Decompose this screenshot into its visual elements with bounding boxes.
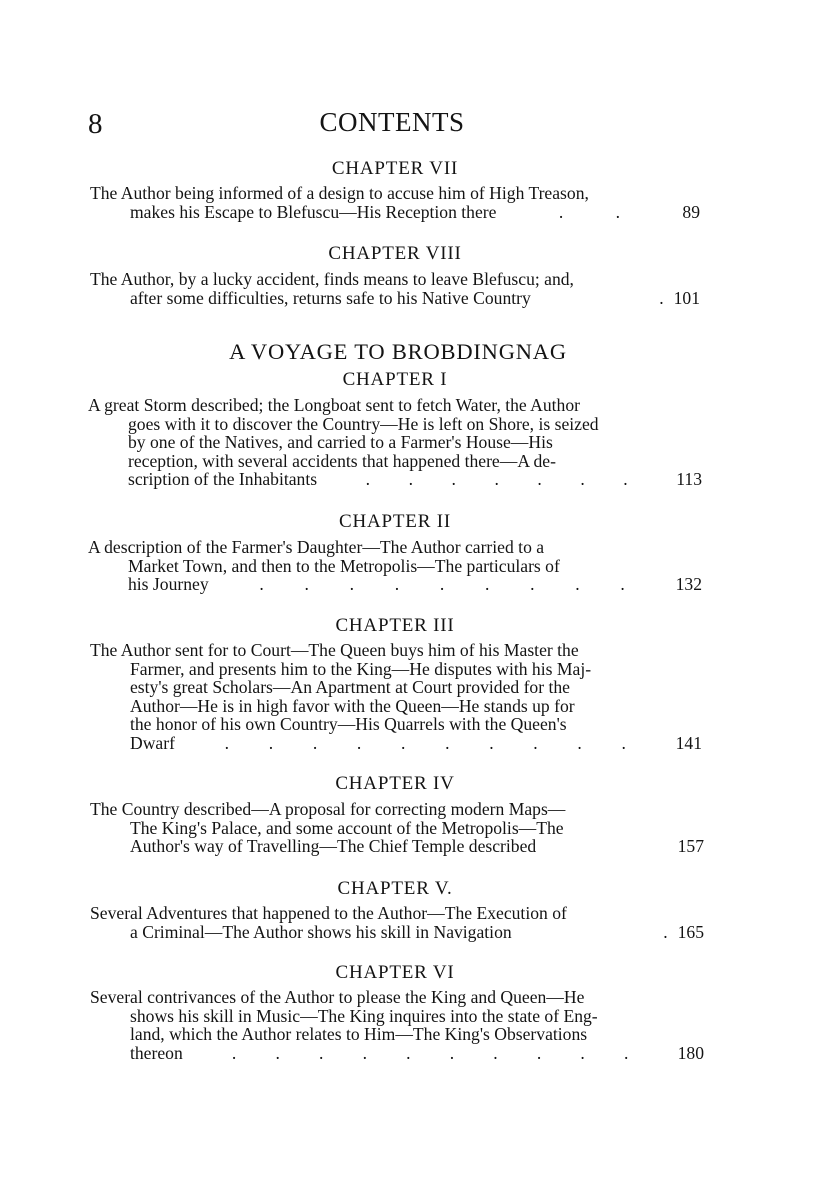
entry-line bbox=[88, 470, 702, 489]
leader-dot: . bbox=[445, 733, 450, 753]
entry-line bbox=[90, 988, 704, 1007]
entry-text: The King's Palace, and some account of the Metropolis—The bbox=[130, 817, 564, 838]
leader-dot: . bbox=[231, 1043, 237, 1063]
entry-text: Farmer, and presents him to the King—He disputes with his Maj- bbox=[130, 658, 592, 679]
leader-dot: . bbox=[356, 733, 362, 753]
entry-line bbox=[90, 678, 702, 697]
leader-dot: . bbox=[362, 1043, 368, 1063]
voyage-title: A VOYAGE TO BROBDINGNAG bbox=[229, 339, 567, 364]
entry-text: goes with it to discover the Country—He is left on Shore, is seized bbox=[128, 413, 599, 434]
page-number: 8 bbox=[88, 108, 103, 140]
entry-text: shows his skill in Music—The King inquires into the state of Eng- bbox=[130, 1005, 598, 1026]
entry-text: esty's great Scholars—An Apartment at Court provided for the bbox=[130, 677, 570, 698]
entry-text: A great Storm described; the Longboat sent to fetch Water, the Author bbox=[88, 395, 581, 415]
contents-entry bbox=[90, 184, 700, 221]
leader-dot: . bbox=[537, 470, 542, 489]
leader-dot: . bbox=[349, 575, 355, 594]
entry-line bbox=[90, 270, 700, 289]
contents-entry bbox=[88, 396, 702, 489]
leader-dot: . bbox=[394, 575, 400, 594]
leader-dot: . bbox=[365, 470, 371, 489]
page-ref: 132 bbox=[675, 574, 702, 595]
leader-dots bbox=[175, 734, 676, 753]
leader-dot: . bbox=[663, 922, 668, 942]
entry-text: Author's way of Travelling—The Chief Temple described bbox=[130, 836, 537, 857]
entry-line bbox=[88, 575, 702, 594]
entry-line bbox=[90, 837, 704, 856]
entry-line bbox=[90, 904, 704, 923]
page-ref: 113 bbox=[676, 469, 702, 490]
entry-text: The Country described—A proposal for correcting modern Maps— bbox=[90, 799, 566, 819]
chapter-heading: CHAPTER I bbox=[342, 369, 448, 390]
entry-line bbox=[88, 452, 702, 471]
page-ref: 141 bbox=[675, 732, 702, 753]
entry-line bbox=[88, 396, 702, 415]
leader-dot: . bbox=[580, 470, 585, 489]
leader-dot: . bbox=[621, 733, 626, 753]
entry-line bbox=[90, 1044, 704, 1063]
chapter-heading: CHAPTER V. bbox=[337, 878, 453, 899]
leader-dot: . bbox=[408, 470, 413, 489]
leader-dot: . bbox=[533, 733, 538, 753]
entry-text: The Author being informed of a design to accuse him of High Treason, bbox=[90, 183, 589, 203]
entry-text: his Journey bbox=[128, 574, 209, 595]
entry-line bbox=[88, 538, 702, 557]
entry-line bbox=[88, 433, 702, 452]
leader-dot: . bbox=[275, 1043, 280, 1063]
page-ref: 165 bbox=[677, 921, 704, 942]
page-ref: 180 bbox=[677, 1042, 704, 1063]
chapter-heading: CHAPTER III bbox=[335, 615, 455, 636]
entry-line bbox=[88, 557, 702, 576]
entry-text: by one of the Natives, and carried to a Farmer's House—His bbox=[128, 432, 553, 453]
entry-text: Several contrivances of the Author to please the King and Queen—He bbox=[90, 987, 585, 1007]
entry-text: Dwarf bbox=[130, 732, 175, 753]
entry-text: Author—He is in high favor with the Queen—He stands up for bbox=[130, 695, 575, 716]
entry-text: a Criminal—The Author shows his skill in Navigation bbox=[130, 921, 512, 942]
entry-text: after some difficulties, returns safe to his Native Country bbox=[130, 287, 531, 308]
entry-text: thereon bbox=[130, 1042, 183, 1063]
entry-line bbox=[90, 289, 700, 308]
entry-text: Several Adventures that happened to the Author—The Execution of bbox=[90, 903, 567, 923]
entry-line bbox=[90, 819, 704, 838]
leader-dot: . bbox=[493, 1043, 498, 1063]
leader-dot: . bbox=[577, 733, 582, 753]
chapter-heading: CHAPTER IV bbox=[335, 773, 455, 794]
leader-dot: . bbox=[489, 733, 494, 753]
leader-dot: . bbox=[224, 733, 230, 753]
leader-dot: . bbox=[620, 575, 625, 594]
chapter-heading: CHAPTER II bbox=[339, 511, 451, 532]
entry-line bbox=[90, 923, 704, 942]
entry-text: makes his Escape to Blefuscu—His Reception there bbox=[130, 201, 497, 222]
entry-text: reception, with several accidents that happened there—A de- bbox=[128, 450, 556, 471]
page-ref: 89 bbox=[682, 201, 700, 222]
leader-dot: . bbox=[615, 202, 620, 222]
running-head: CONTENTS bbox=[319, 107, 465, 137]
leader-dots bbox=[531, 289, 674, 308]
leader-dot: . bbox=[494, 470, 499, 489]
leader-dots bbox=[209, 575, 676, 594]
entry-line bbox=[90, 697, 702, 716]
entry-text: Market Town, and then to the Metropolis—The particulars of bbox=[128, 555, 560, 576]
contents-entry bbox=[90, 641, 702, 753]
leader-dot: . bbox=[530, 575, 535, 594]
entry-line bbox=[90, 660, 702, 679]
leader-dot: . bbox=[401, 733, 406, 753]
page-ref: 101 bbox=[673, 287, 700, 308]
entry-line bbox=[90, 715, 702, 734]
contents-entry bbox=[90, 988, 704, 1062]
leader-dots bbox=[317, 470, 676, 489]
entry-text: scription of the Inhabitants bbox=[128, 469, 318, 490]
leader-dots bbox=[183, 1044, 678, 1063]
contents-entry bbox=[90, 270, 700, 307]
leader-dots bbox=[512, 923, 678, 942]
leader-dot: . bbox=[623, 1043, 629, 1063]
leader-dot: . bbox=[580, 1043, 585, 1063]
entry-line bbox=[88, 415, 702, 434]
entry-line bbox=[90, 203, 700, 222]
leader-dot: . bbox=[304, 575, 309, 594]
contents-entry bbox=[90, 904, 704, 941]
leader-dot: . bbox=[536, 1043, 542, 1063]
leader-dot: . bbox=[406, 1043, 411, 1063]
page-ref: 157 bbox=[677, 836, 704, 857]
leader-dot: . bbox=[659, 288, 664, 308]
leader-dot: . bbox=[484, 575, 490, 594]
leader-dot: . bbox=[623, 470, 628, 489]
entry-line bbox=[90, 184, 700, 203]
contents-entry bbox=[88, 538, 702, 594]
entry-text: A description of the Farmer's Daughter—The Author carried to a bbox=[88, 537, 545, 557]
leader-dot: . bbox=[319, 1043, 324, 1063]
leader-dot: . bbox=[451, 470, 456, 489]
chapter-heading: CHAPTER VIII bbox=[328, 243, 462, 264]
entry-line bbox=[90, 800, 704, 819]
entry-text: The Author, by a lucky accident, finds means to leave Blefuscu; and, bbox=[90, 269, 574, 289]
entry-text: The Author sent for to Court—The Queen buys him of his Master the bbox=[90, 640, 579, 660]
leader-dot: . bbox=[312, 733, 318, 753]
chapter-heading: CHAPTER VI bbox=[335, 962, 455, 983]
entry-text: land, which the Author relates to Him—The King's Observations bbox=[130, 1024, 588, 1045]
entry-line bbox=[90, 1007, 704, 1026]
leader-dots bbox=[496, 203, 682, 222]
leader-dot: . bbox=[268, 733, 274, 753]
leader-dot: . bbox=[558, 202, 564, 222]
leader-dot: . bbox=[259, 575, 264, 594]
contents-entry bbox=[90, 800, 704, 856]
chapter-heading: CHAPTER VII bbox=[331, 158, 459, 179]
leader-dot: . bbox=[575, 575, 580, 594]
entry-line bbox=[90, 641, 702, 660]
entry-line bbox=[90, 1025, 704, 1044]
entry-line bbox=[90, 734, 702, 753]
entry-text: the honor of his own Country—His Quarrels with the Queen's bbox=[130, 714, 567, 735]
leader-dot: . bbox=[449, 1043, 455, 1063]
leader-dot: . bbox=[439, 575, 445, 594]
